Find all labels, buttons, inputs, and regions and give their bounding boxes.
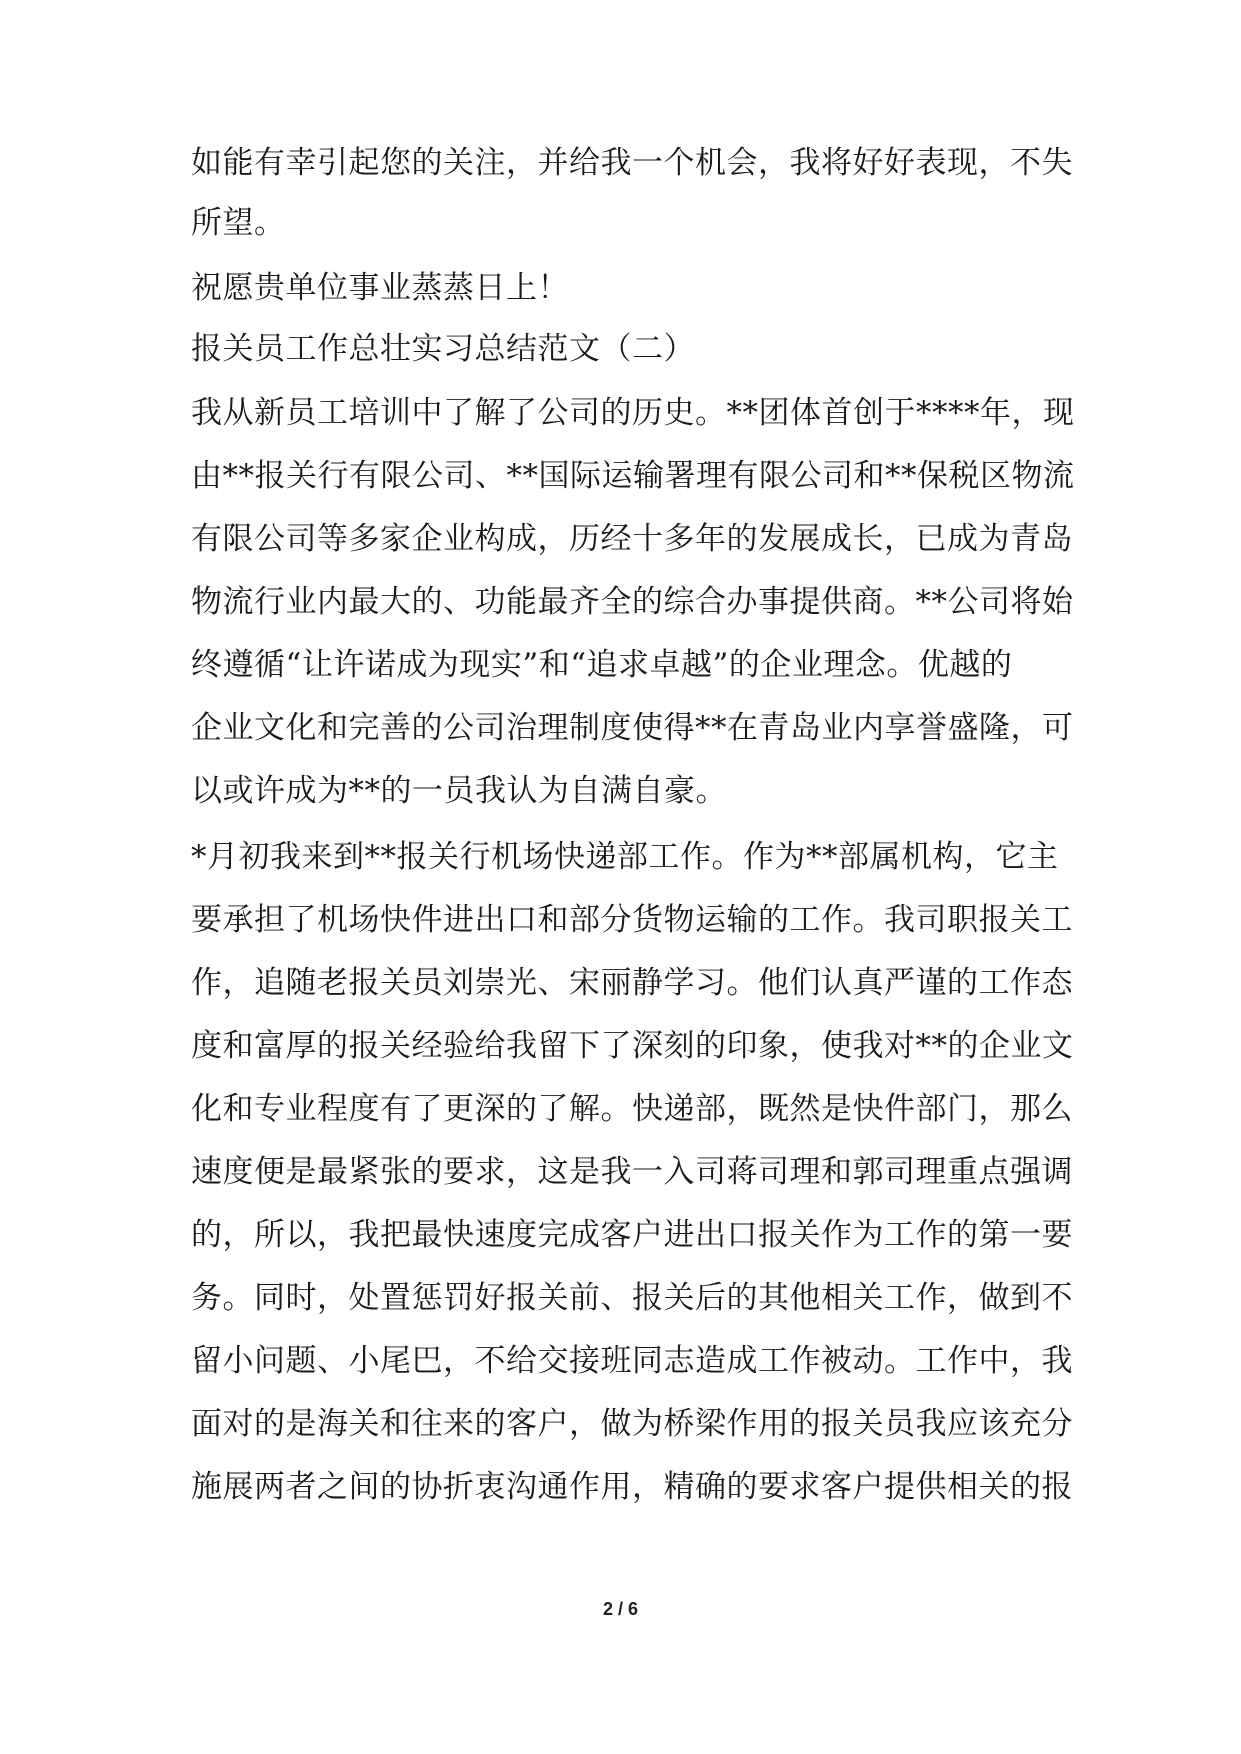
text-line: *月初我来到**报关行机场快递部工作。作为**部属机构，它主 <box>191 839 1059 875</box>
text-line: 我从新员工培训中了解了公司的历史。**团体首创于****年，现 <box>191 395 1075 431</box>
text-line: 度和富厚的报关经验给我留下了深刻的印象，使我对**的企业文 <box>191 1028 1074 1064</box>
text-line: 由**报关行有限公司、**国际运输署理有限公司和**保税区物流 <box>191 458 1075 494</box>
text-line: 务。同时，处置惩罚好报关前、报关后的其他相关工作，做到不 <box>191 1280 1073 1316</box>
text-line: 留小问题、小尾巴，不给交接班同志造成工作被动。工作中，我 <box>191 1343 1073 1379</box>
text-line: 施展两者之间的协折衷沟通作用，精确的要求客户提供相关的报 <box>191 1469 1073 1505</box>
text-line: 要承担了机场快件进出口和部分货物运输的工作。我司职报关工 <box>191 902 1073 938</box>
text-line: 作，追随老报关员刘崇光、宋丽静学习。他们认真严谨的工作态 <box>191 965 1073 1001</box>
text-line: 的，所以，我把最快速度完成客户进出口报关作为工作的第一要 <box>191 1217 1073 1253</box>
text-line: 终遵循“让许诺成为现实”和“追求卓越”的企业理念。优越的 <box>191 647 1013 683</box>
text-line: 企业文化和完善的公司治理制度使得**在青岛业内享誉盛隆，可 <box>191 710 1074 746</box>
text-line: 有限公司等多家企业构成，历经十多年的发展成长，已成为青岛 <box>191 521 1073 557</box>
text-line: 物流行业内最大的、功能最齐全的综合办事提供商。**公司将始 <box>191 584 1074 620</box>
text-line: 以或许成为**的一员我认为自满自豪。 <box>191 773 727 809</box>
text-line: 祝愿贵单位事业蒸蒸日上！ <box>191 270 569 306</box>
text-line: 速度便是最紧张的要求，这是我一入司蒋司理和郭司理重点强调 <box>191 1154 1073 1190</box>
text-line: 化和专业程度有了更深的了解。快递部，既然是快件部门，那么 <box>191 1091 1073 1127</box>
page-number: 2 / 6 <box>602 1599 639 1619</box>
section-heading: 报关员工作总壮实习总结范文（二） <box>191 331 695 367</box>
text-line: 所望。 <box>191 205 286 241</box>
text-line: 如能有幸引起您的关注，并给我一个机会，我将好好表现，不失 <box>191 145 1073 181</box>
text-line: 面对的是海关和往来的客户，做为桥梁作用的报关员我应该充分 <box>191 1406 1073 1442</box>
